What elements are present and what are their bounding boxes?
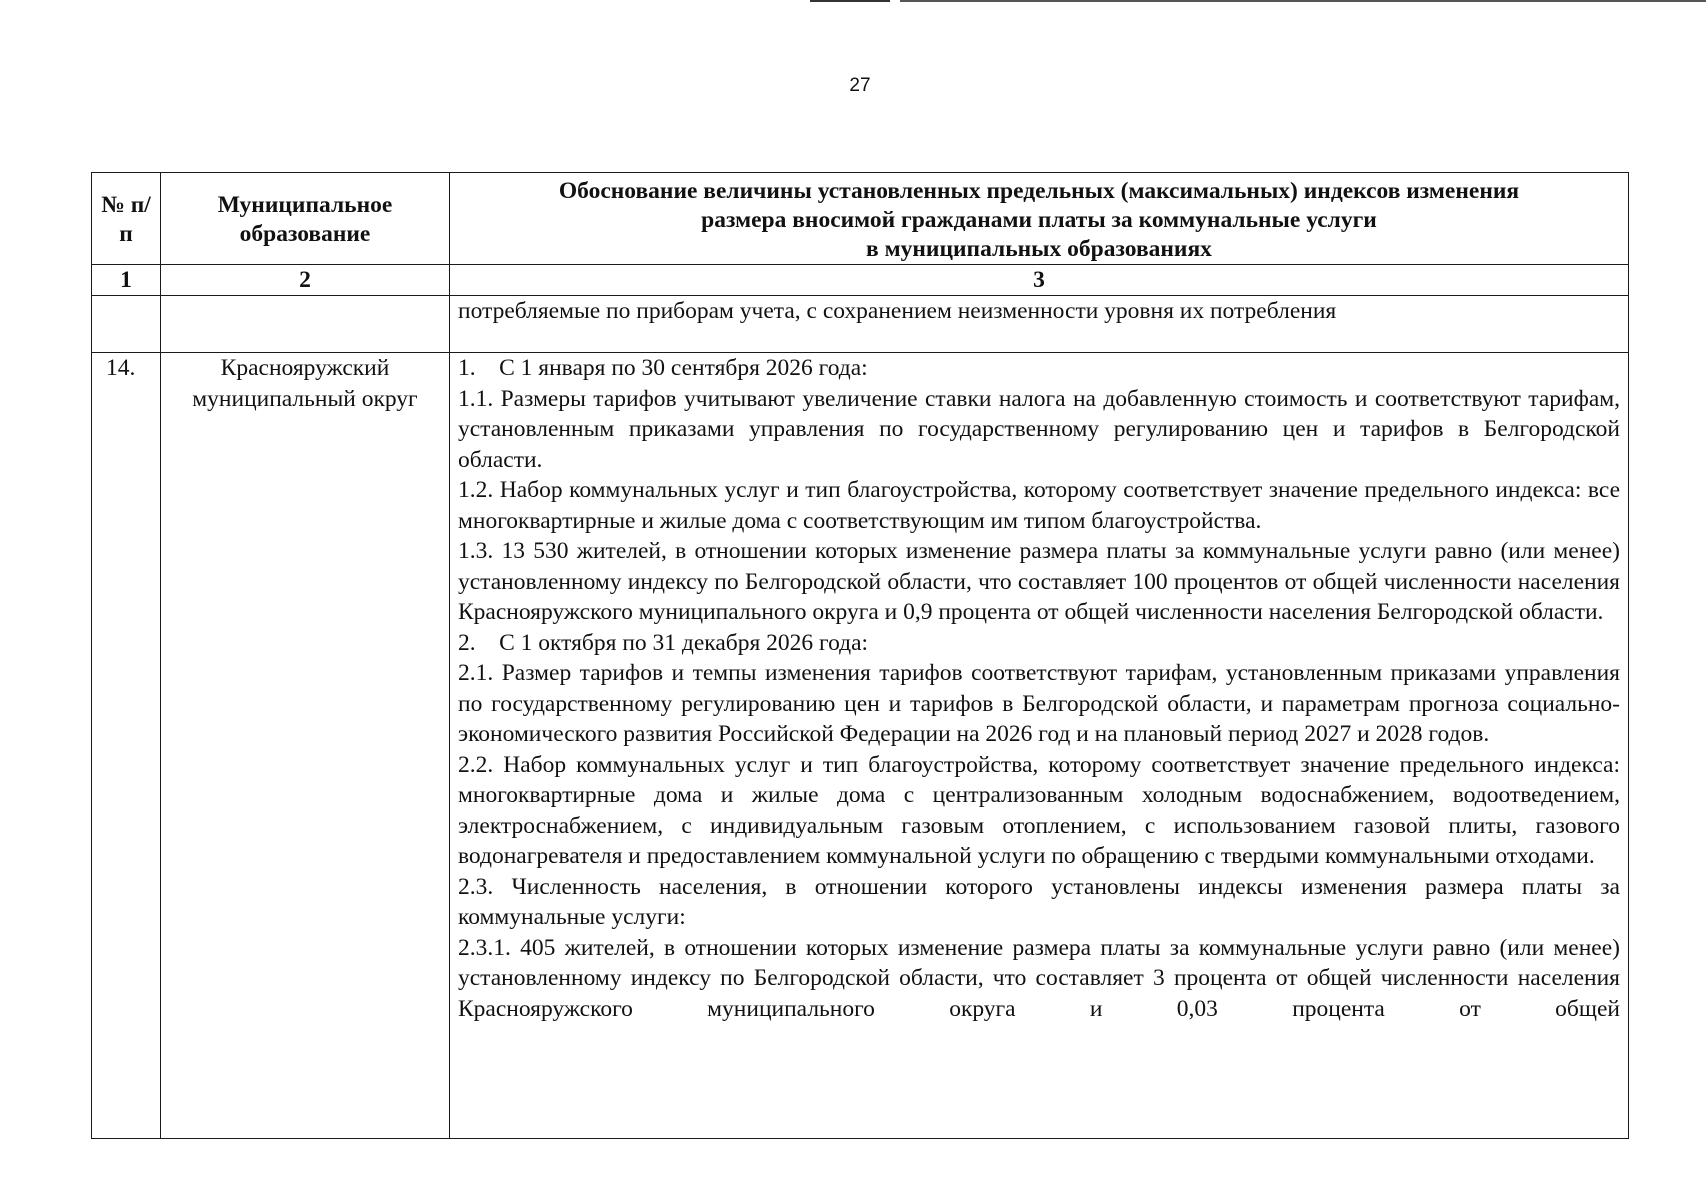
justification-paragraph: 2.1. Размер тарифов и темпы изменения тарифов соответствуют тарифам, установленным приказами управления по государственному регулированию цен и тарифов в Белгородской области, и параметрам прогноза социально-экономического развития Российской Федерации на 2026 год и на плановый период 2027 и 2028 годов. xyxy=(458,660,1620,747)
header-justification-line1: Обоснование величины установленных предельных (максимальных) индексов изменения xyxy=(558,177,1520,204)
table-header-row xyxy=(92,173,1629,265)
justification-paragraph: 1. С 1 января по 30 сентября 2026 года: xyxy=(458,355,868,381)
page-number: 27 xyxy=(849,75,871,96)
table-row xyxy=(92,353,1629,1139)
justification-paragraph: 2.2. Набор коммунальных услуг и тип благоустройства, которому соответствует значение предельного индекса: многоквартирные дома и жилые дома с централизованным холодным водоснабжением, водоотведением, электроснабжением, с индивидуальным газовым отоплением, с использованием газовой плиты, газового водонагревателя и предоставлением коммунальной услуги по обращению с твердыми коммунальными отходами. xyxy=(458,751,1620,869)
column-number: 1 xyxy=(92,265,161,296)
scan-artifact-line xyxy=(900,0,1706,2)
continuation-text: потребляемые по приборам учета, с сохранением неизменности уровня их потребления xyxy=(450,296,1629,353)
tariff-index-table xyxy=(91,172,1629,1139)
header-number: № п/п xyxy=(92,173,161,265)
column-number: 3 xyxy=(450,265,1629,296)
justification-paragraph: 1.2. Набор коммунальных услуг и тип благоустройства, которому соответствует значение предельного индекса: все многоквартирные и жилые дома с соответствующим им типом благоустройства. xyxy=(458,477,1620,534)
header-municipality: Муниципальное образование xyxy=(161,173,450,265)
header-justification-line2: размера вносимой гражданами платы за коммунальные услуги xyxy=(701,206,1377,233)
justification-paragraph: 2.3.1. 405 жителей, в отношении которых изменение размера платы за коммунальные услуги равно (или менее) установленному индексу по Белгородской области, что составляет 3 процента от общей численности населения Краснояружского муниципального округа и 0,03 процента от общей xyxy=(458,934,1620,1022)
table-row-continuation xyxy=(92,296,1629,353)
header-justification-line3: в муниципальных образованиях xyxy=(866,235,1212,262)
row-municipality: Краснояружский муниципальный округ xyxy=(161,353,450,1139)
row-number: 14. xyxy=(92,353,161,1139)
empty-cell xyxy=(92,296,161,353)
justification-text xyxy=(458,353,1620,1138)
justification-paragraph: 1.1. Размеры тарифов учитывают увеличение ставки налога на добавленную стоимость и соответствуют тарифам, установленным приказами управления по государственному регулированию цен и тарифов в Белгородской области. xyxy=(458,385,1620,473)
column-number: 2 xyxy=(161,265,450,296)
scan-artifact-line xyxy=(810,0,890,2)
justification-paragraph: 2. С 1 октября по 31 декабря 2026 года: xyxy=(458,629,869,656)
justification-paragraph: 2.3. Численность населения, в отношении которого установлены индексы изменения размера платы за коммунальные услуги: xyxy=(458,873,1620,930)
column-number-row xyxy=(92,265,1629,296)
empty-cell xyxy=(161,296,450,353)
justification-paragraph: 1.3. 13 530 жителей, в отношении которых изменение размера платы за коммунальные услуги равно (или менее) установленному индексу по Белгородской области, что составляет 100 процентов от общей численности населения Краснояружского муниципального округа и 0,9 процента от общей численности населения Белгородской области. xyxy=(458,538,1620,625)
row-justification xyxy=(450,353,1629,1139)
header-justification xyxy=(450,173,1629,265)
